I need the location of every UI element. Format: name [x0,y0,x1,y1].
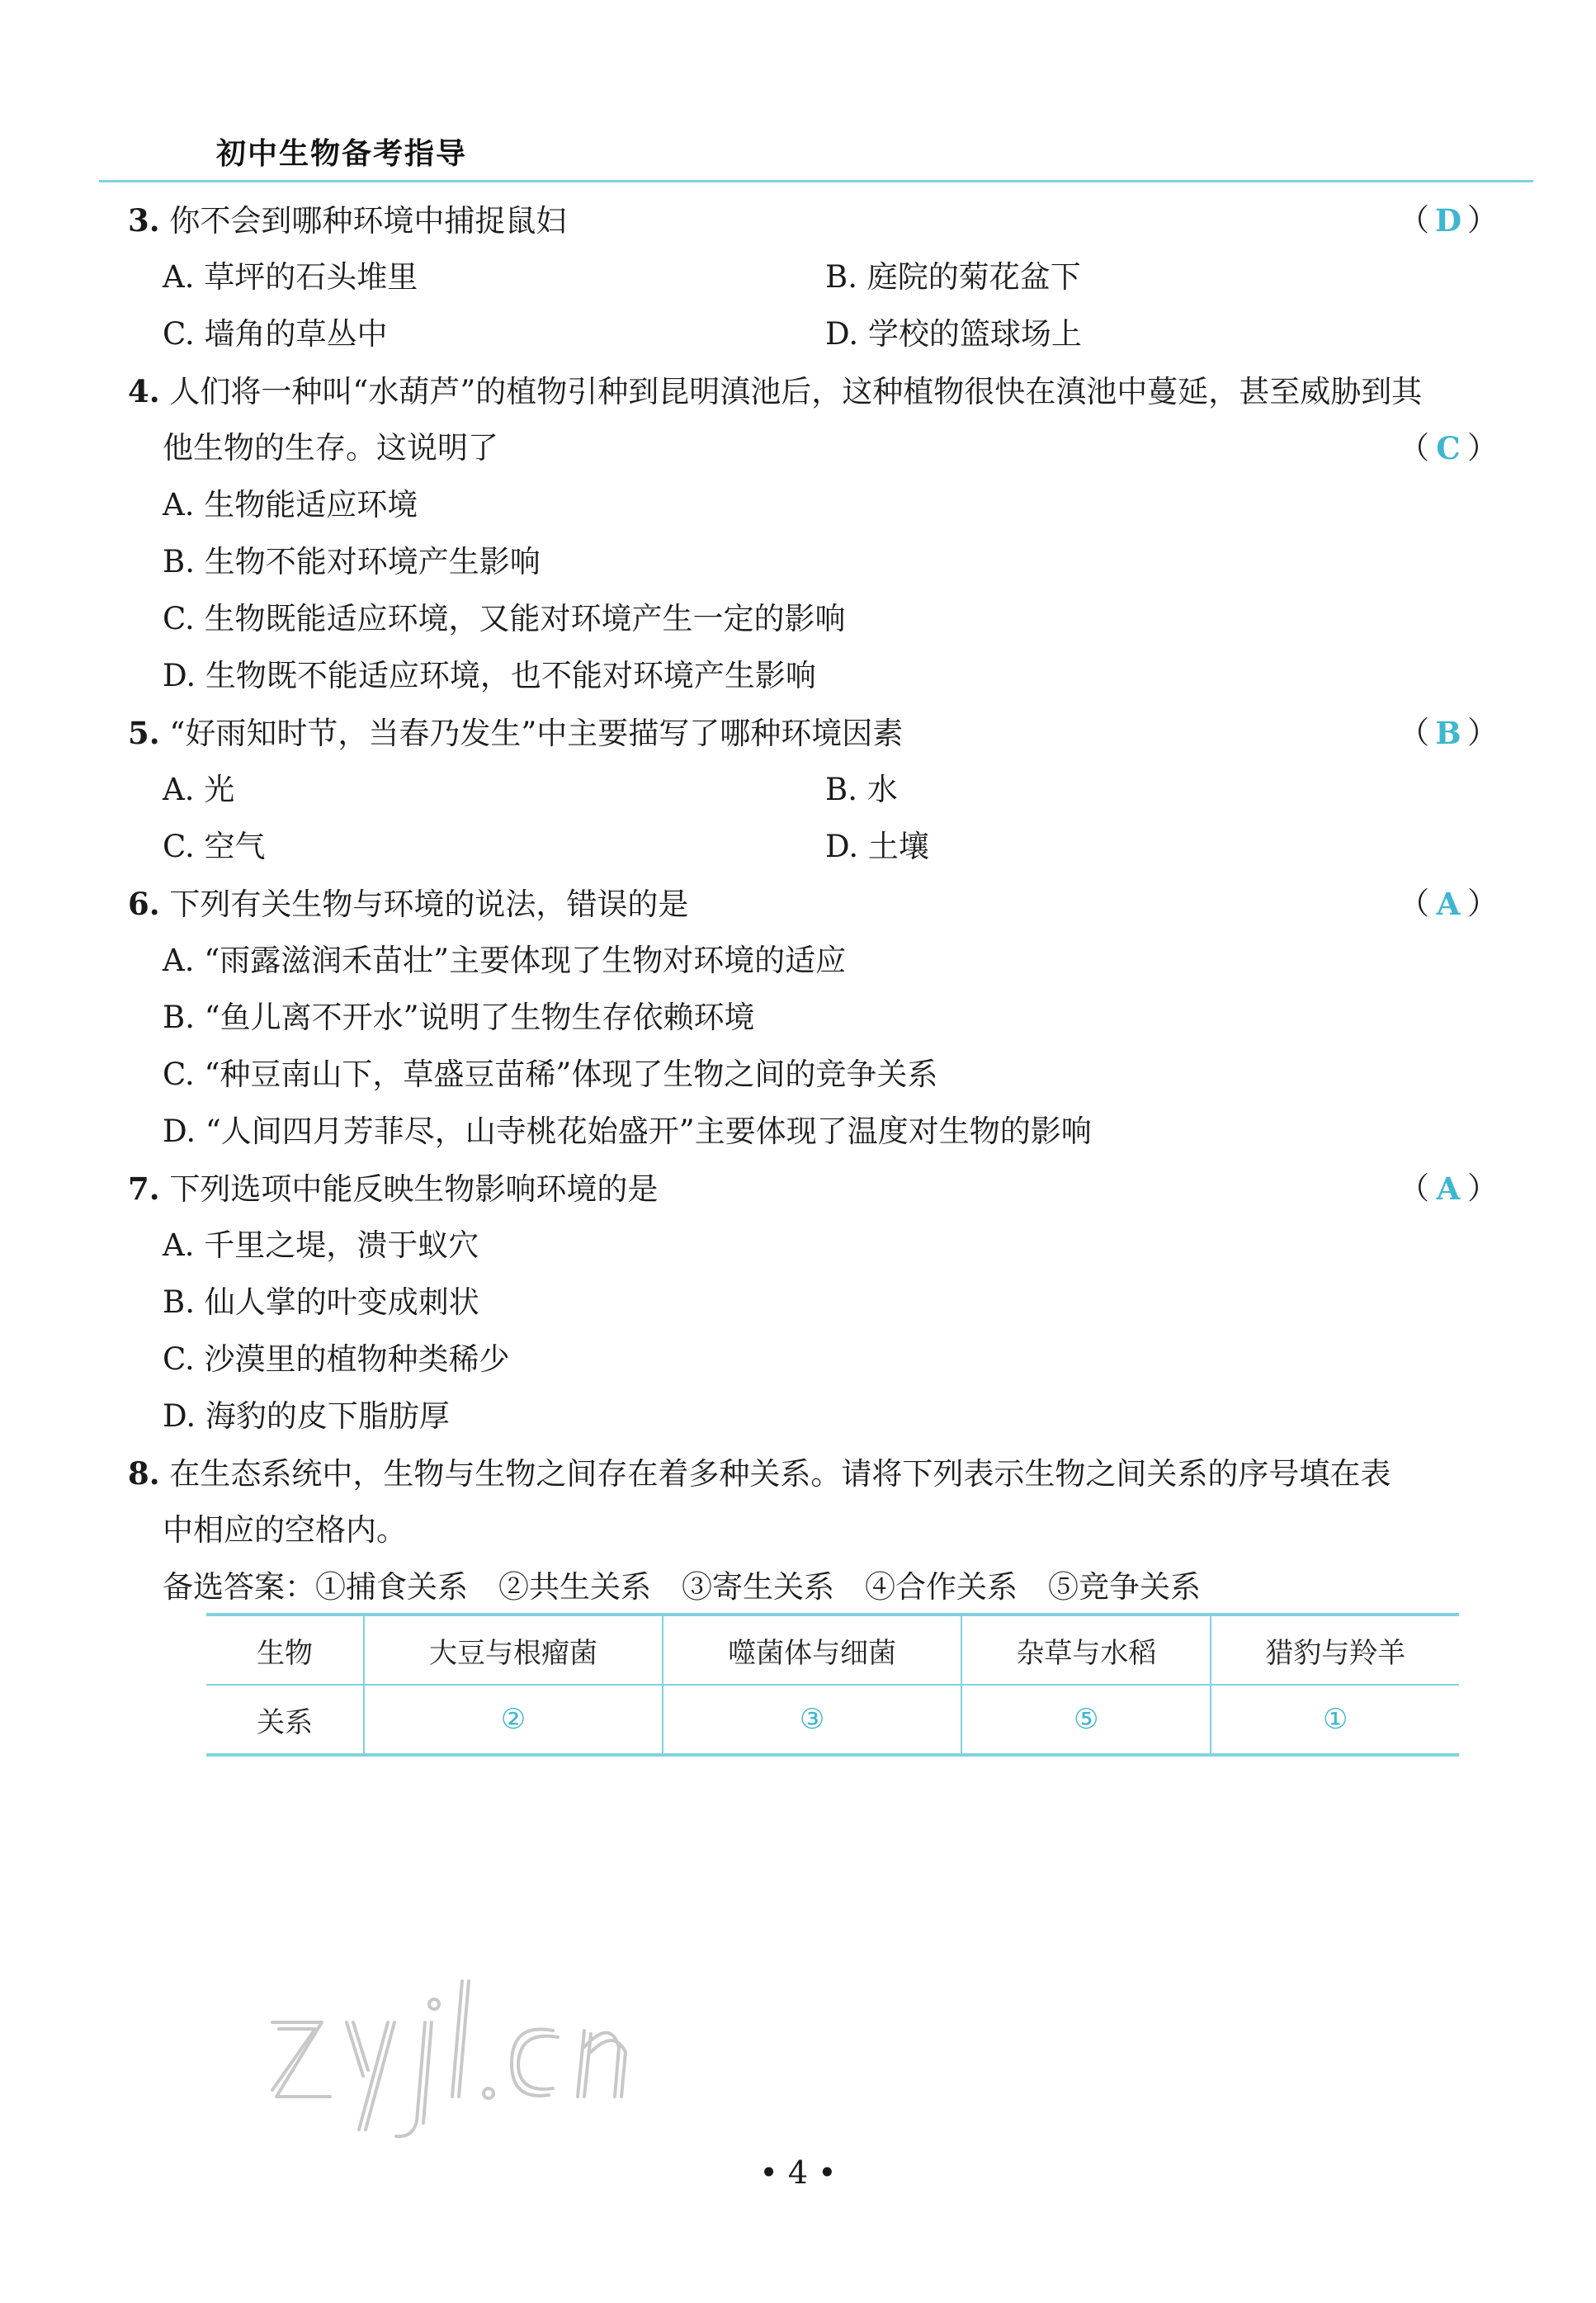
paren-close: ） [1467,715,1498,750]
answer-slot-4 [1399,430,1498,466]
option-b: B. 庭院的菊花盆下 [825,259,1081,295]
paren-open: （ [1399,202,1429,238]
paren-open: （ [1399,430,1429,466]
option-b: B. “鱼儿离不开水”说明了生物生存依赖环境 [163,1000,755,1035]
answer-letter: A [1436,886,1461,922]
option-d: D. 学校的篮球场上 [825,316,1082,352]
relation-table [206,1613,1459,1757]
paren-open: （ [1399,886,1429,921]
question-number: 6. [128,886,160,922]
paren-close: ） [1467,202,1498,238]
table-cell-organism: 猎豹与羚羊 [1211,1615,1459,1685]
page-header-title: 初中生物备考指导 [216,137,468,171]
answer-slot-5 [1399,715,1498,751]
table-cell-relation: ③ [663,1685,961,1755]
question-text: 下列选项中能反映生物影响环境的是 [169,1171,659,1207]
table-cell-relation: ② [364,1685,663,1755]
option-b: B. 生物不能对环境产生影响 [163,544,541,579]
question-4-stem-cont: 他生物的生存。这说明了 [163,430,498,466]
question-number: 7. [128,1170,160,1207]
paren-open: （ [1399,1170,1429,1206]
option-a: A. “雨露滋润禾苗壮”主要体现了生物对环境的适应 [163,943,847,978]
answer-slot-6 [1399,886,1498,922]
question-number: 4. [128,373,160,409]
page-number: • 4 • [759,2154,837,2191]
option-a: A. 生物能适应环境 [163,487,418,523]
answer-slot-3 [1399,202,1498,239]
header-divider [99,180,1533,182]
question-6-stem [128,886,688,923]
table-cell-relation: ⑤ [961,1685,1211,1755]
question-text: 人们将一种叫“水葫芦”的植物引种到昆明滇池后，这种植物很快在滇池中蔓延，甚至威胁到其 [169,374,1423,409]
question-7-stem [128,1170,658,1208]
question-number: 8. [128,1455,160,1492]
question-3-stem [128,202,566,239]
paren-close: ） [1466,430,1498,466]
candidate-answers: 备选答案：①捕食关系 ②共生关系 ③寄生关系 ④合作关系 ⑤竞争关系 [163,1569,1201,1605]
table-row [206,1685,1459,1755]
question-5-stem [128,715,903,752]
option-a: A. 光 [163,772,235,807]
option-c: C. 生物既能适应环境，又能对环境产生一定的影响 [163,601,846,636]
option-c: C. 墙角的草丛中 [163,316,388,352]
row-header-organism: 生物 [206,1615,364,1685]
question-text: 你不会到哪种环境中捕捉鼠妇 [169,203,567,239]
option-b: B. 水 [825,772,898,807]
option-d: D. “人间四月芳菲尽，山寺桃花始盛开”主要体现了温度对生物的影响 [163,1114,1092,1149]
table-cell-organism: 杂草与水稻 [961,1615,1211,1685]
option-b: B. 仙人掌的叶变成刺状 [163,1284,479,1320]
paren-open: （ [1399,715,1429,750]
table-row [206,1615,1459,1685]
answer-slot-7 [1399,1170,1498,1207]
paren-close: ） [1467,1170,1498,1206]
question-text: 下列有关生物与环境的说法，错误的是 [169,887,689,922]
option-d: D. 土壤 [825,829,929,864]
table-cell-organism: 噬菌体与细菌 [663,1615,961,1685]
answer-letter: A [1436,1170,1461,1207]
option-c: C. 沙漠里的植物种类稀少 [163,1341,510,1377]
option-a: A. 千里之堤，溃于蚁穴 [163,1227,479,1263]
option-c: C. “种豆南山下，草盛豆苗稀”体现了生物之间的竞争关系 [163,1057,938,1092]
question-8-stem [128,1455,1391,1492]
question-text: “好雨知时节，当春乃发生”中主要描写了哪种环境因素 [169,716,904,751]
option-c: C. 空气 [163,829,266,864]
option-d: D. 海豹的皮下脂肪厚 [163,1398,450,1434]
question-number: 3. [128,202,160,239]
row-header-relation: 关系 [206,1685,364,1755]
answer-letter: D [1434,202,1462,239]
table-cell-organism: 大豆与根瘤菌 [364,1615,663,1685]
watermark-logo [264,1932,677,2146]
option-a: A. 草坪的石头堆里 [163,259,418,295]
answer-letter: B [1435,715,1461,751]
question-number: 5. [128,715,160,751]
question-4-stem [128,373,1422,410]
option-d: D. 生物既不能适应环境，也不能对环境产生影响 [163,658,816,693]
table-cell-relation: ① [1211,1685,1459,1755]
answer-letter: C [1436,430,1461,466]
question-text: 在生态系统中，生物与生物之间存在着多种关系。请将下列表示生物之间关系的序号填在表 [169,1456,1391,1492]
question-8-stem-cont: 中相应的空格内。 [163,1512,407,1548]
paren-close: ） [1467,886,1498,921]
